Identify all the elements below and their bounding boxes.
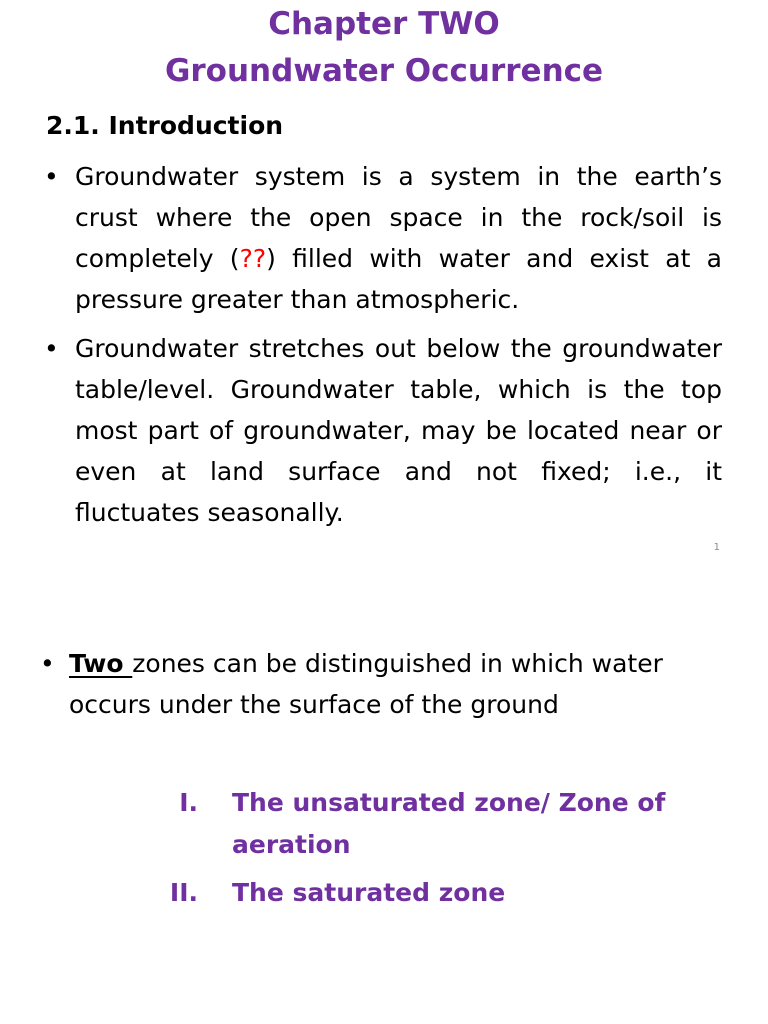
bullet-text xyxy=(69,643,730,725)
chapter-subtitle: Groundwater Occurrence xyxy=(164,53,604,89)
bullet-text xyxy=(75,156,722,320)
chapter-title: Chapter TWO xyxy=(268,6,500,42)
zone-text: The unsaturated zone/ Zone of aeration xyxy=(232,788,666,859)
bullet-text: Groundwater stretches out below the groundwater table/level. Groundwater table, which is the top most part of groundwater, may be located near or even at land surface and not fixed; i.e., it fluctuates seasonally. xyxy=(75,334,722,527)
bullet-groundwater-system xyxy=(44,156,722,320)
question-marks: ?? xyxy=(239,244,267,273)
bullet-point-icon: • xyxy=(40,649,55,678)
slide-2 xyxy=(0,620,768,1020)
section-heading: 2.1. Introduction xyxy=(46,111,284,140)
bullet-point-icon: • xyxy=(44,334,59,363)
slide-title xyxy=(0,1,768,95)
bullet-point-icon: • xyxy=(44,162,59,191)
emphasis-two: Two xyxy=(69,649,133,678)
zone-text: The saturated zone xyxy=(232,878,506,907)
bullet-text-start: Groundwater system is a system in the earth’s crust where the open space in the rock/soil is completely ( xyxy=(75,162,722,273)
bullet-text-rest: zones can be distinguished in which water occurs under the surface of the ground xyxy=(69,649,663,719)
zone-number: I. xyxy=(179,788,198,817)
zone-number: II. xyxy=(169,878,198,907)
bullet-two-zones xyxy=(40,643,730,725)
page-number: 1 xyxy=(713,542,720,553)
bullet-groundwater-table xyxy=(44,328,722,533)
bullet-text-end: ) filled with water and exist at a pressure greater than atmospheric. xyxy=(75,244,722,314)
